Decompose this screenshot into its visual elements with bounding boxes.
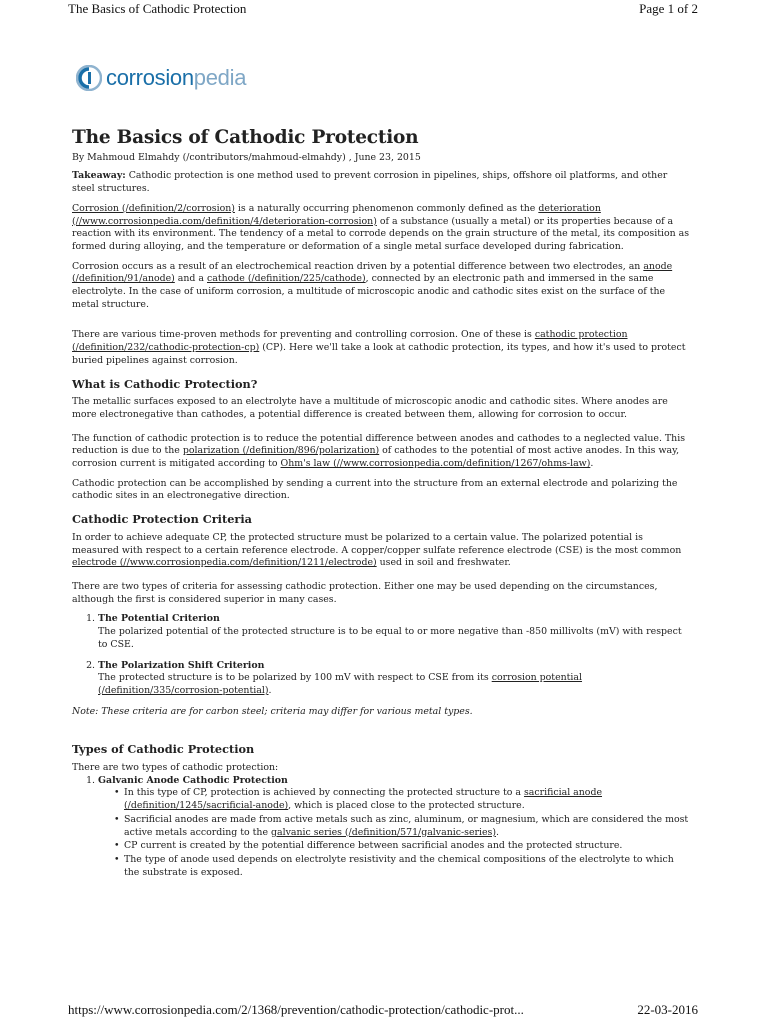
galvanic-bullets <box>98 787 690 879</box>
criterion-title: 1. The Potential Criterion <box>98 613 220 625</box>
logo-wordmark <box>106 67 246 89</box>
text: The function of cathodic protection is to reduce the potential difference between anodes and cathodes to a neglected value. This reduction is due to the <box>72 432 686 457</box>
criterion-potential <box>98 613 690 651</box>
paragraph-accomplished: Cathodic protection can be accomplished by sending a current into the structure from an external electrode and polarizing the cathodic sites in an electronegative direction. <box>72 477 678 502</box>
logo-part-pedia: pedia <box>193 65 247 90</box>
criterion-polarization-shift <box>98 660 690 698</box>
text: . <box>590 458 594 470</box>
byline: By Mahmoud Elmahdy (/contributors/mahmoud-elmahdy) , June 23, 2015 <box>72 151 421 163</box>
type-title: 1. Galvanic Anode Cathodic Protection <box>98 774 288 786</box>
takeaway-text: Cathodic protection is one method used to prevent corrosion in pipelines, ships, offshore oil platforms, and other steel structures. <box>72 170 668 195</box>
text: is a naturally occurring phenomenon commonly defined as the <box>234 202 539 214</box>
link-galvanic-series[interactable]: galvanic series (/definition/571/galvanic-series) <box>270 826 497 838</box>
text: and a <box>174 273 207 285</box>
criterion-text: The polarized potential of the protected structure is to be equal to or more negative than -850 millivolts (mV) with respect to CSE. <box>98 626 682 650</box>
text: (CP). Here we'll take a look at cathodic protection, its types, and how it's used to protect buried pipelines against corrosion. <box>72 342 686 366</box>
print-header-title: The Basics of Cathodic Protection <box>68 1 247 16</box>
criterion-text <box>98 672 690 697</box>
heading-criteria: Cathodic Protection Criteria <box>72 512 252 527</box>
print-header <box>0 0 768 20</box>
text: , connected by an electronic path and immersed in the same electrolyte. In the case of uniform corrosion, a multitude of microscopic anodic and cathodic sites exist on the surface of the metal structure. <box>72 273 666 310</box>
paragraph-function <box>72 433 690 471</box>
link-cathode[interactable]: cathode (/definition/225/cathode) <box>207 273 366 285</box>
bullet-item: • The type of anode used depends on electrolyte resistivity and the chemical compositions of the electrolyte to which the substrate is exposed. <box>116 854 690 879</box>
article-content <box>72 60 690 880</box>
link-sacrificial-anode[interactable]: sacrificial anode (/definition/1245/sacrificial-anode) <box>124 787 603 812</box>
spacer <box>72 725 690 733</box>
link-electrode[interactable]: electrode (//www.corrosionpedia.com/definition/1211/electrode) <box>72 557 377 569</box>
link-cathodic-protection[interactable]: cathodic protection (/definition/232/cathodic-protection-cp) <box>72 329 628 354</box>
paragraph-corrosion-occurs <box>72 261 690 312</box>
paragraph-two-criteria: There are two types of criteria for assessing cathodic protection. Either one may be used depending on the circumstances, although the first is considered superior in many cases. <box>72 580 658 605</box>
type-galvanic <box>98 775 690 880</box>
logo-icon <box>76 65 102 91</box>
text: used in soil and freshwater. <box>376 557 511 569</box>
bullet-item <box>116 787 690 812</box>
link-anode[interactable]: anode (/definition/91/anode) <box>72 260 673 285</box>
bullet-item <box>116 814 690 839</box>
criteria-list <box>72 613 690 697</box>
bullet-item: • CP current is created by the potential difference between sacrificial anodes and the protected structure. <box>116 840 690 853</box>
page-number: Page 1 of 2 <box>639 1 698 16</box>
text: The protected structure is to be polarized by 100 mV with respect to CSE from its <box>98 672 492 684</box>
link-ohms-law[interactable]: Ohm's law (//www.corrosionpedia.com/definition/1267/ohms-law) <box>280 458 591 470</box>
text: . <box>496 826 499 838</box>
link-deterioration[interactable]: deterioration (//www.corrosionpedia.com/definition/4/deterioration-corrosion) <box>72 202 601 227</box>
text: , which is placed close to the protected structure. <box>288 800 525 812</box>
logo-part-corrosion: corrosion <box>106 65 194 90</box>
link-polarization[interactable]: polarization (/definition/896/polarization) <box>182 445 380 457</box>
print-footer <box>0 1002 768 1024</box>
text: In order to achieve adequate CP, the protected structure must be polarized to a certain value. The polarized potential is measured with respect to a certain reference electrode. A copper/copper sulfate reference electrode (CSE) is the most common <box>72 531 682 556</box>
text: In this type of CP, protection is achieved by connecting the protected structure to a <box>124 787 524 799</box>
types-list <box>72 775 690 880</box>
article-title: The Basics of Cathodic Protection <box>72 127 419 148</box>
takeaway <box>72 170 690 195</box>
heading-what-is-cp: What is Cathodic Protection? <box>72 376 258 391</box>
takeaway-label: Takeaway: <box>72 170 126 182</box>
paragraph-corrosion-definition <box>72 203 690 254</box>
link-corrosion[interactable]: Corrosion (/definition/2/corrosion) <box>72 202 235 214</box>
heading-types: Types of Cathodic Protection <box>72 742 255 757</box>
corrosionpedia-logo[interactable] <box>76 60 690 96</box>
criteria-note: Note: These criteria are for carbon steel; criteria may differ for various metal types. <box>72 705 473 717</box>
text: of cathodes to the potential of most active anodes. In this way, corrosion current is mitigated according to <box>72 445 680 470</box>
text: Corrosion occurs as a result of an electrochemical reaction driven by a potential difference between two electrodes, an <box>72 260 644 272</box>
paragraph-metallic-surfaces: The metallic surfaces exposed to an electrolyte have a multitude of microscopic anodic and cathodic sites. Where anodes are more electronegative than cathodes, a potential difference is created between them, allowing for corrosion to occur. <box>72 396 668 420</box>
text: Sacrificial anodes are made from active metals such as zinc, aluminum, or magnesium, which are considered the most active metals according to the <box>124 813 689 838</box>
link-corrosion-potential[interactable]: corrosion potential (/definition/335/corrosion-potential) <box>98 672 583 696</box>
spacer <box>72 318 690 329</box>
paragraph-two-types: There are two types of cathodic protection: <box>72 762 279 774</box>
paragraph-adequate-cp <box>72 532 690 570</box>
paragraph-methods <box>72 329 690 367</box>
text: of a substance (usually a metal) or its properties because of a reaction with its environment. The tendency of a metal to corrode depends on the grain structure of the metal, its composition as formed during alloying, and the temperature or deformation of a single metal surface developed during fabrication. <box>72 215 690 252</box>
footer-url[interactable]: https://www.corrosionpedia.com/2/1368/prevention/cathodic-protection/cathodic-prot... <box>68 1002 524 1017</box>
text: . <box>268 684 272 696</box>
footer-date: 22-03-2016 <box>637 1002 698 1017</box>
text: There are various time-proven methods for preventing and controlling corrosion. One of these is <box>72 329 535 341</box>
criterion-title: 2. The Polarization Shift Criterion <box>98 659 265 671</box>
